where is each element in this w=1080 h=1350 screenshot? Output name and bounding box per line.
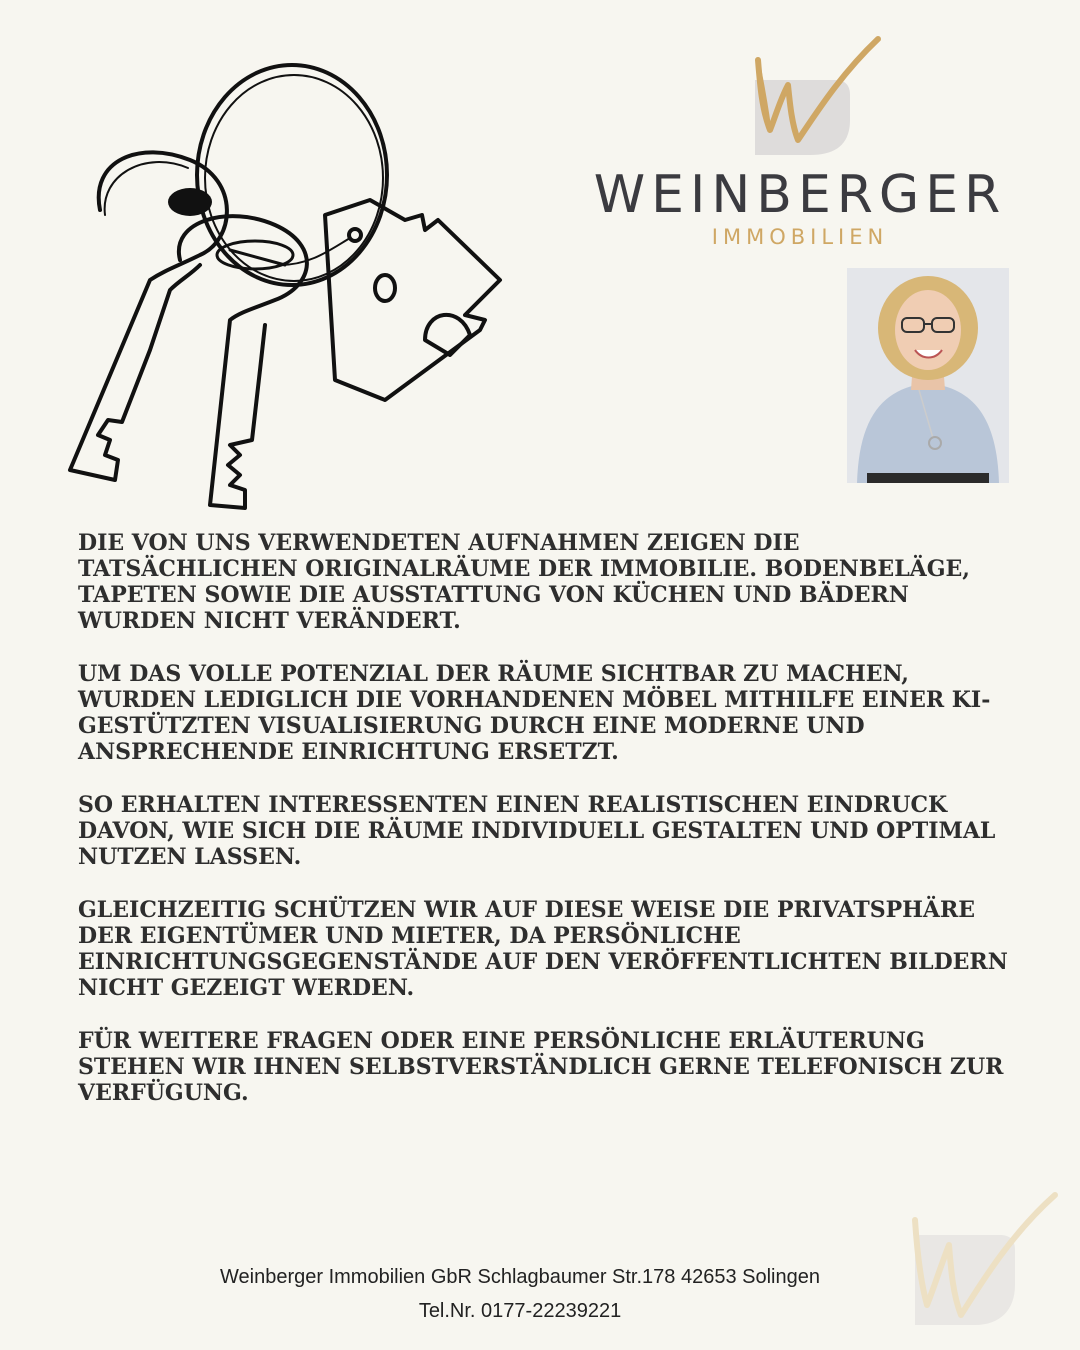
paragraph-privacy: GLEICHZEITIG SCHÜTZEN WIR AUF DIESE WEISE DIE PRIVATSPHÄRE DER EIGENTÜMER UND MIETER, DA PERSÖNLICHE EINRICHTUNGSGEGENSTÄNDE AUF DEN VERÖFFENTLICHTEN BILDERN NICHT GEZEIGT WERDEN. — [78, 897, 1008, 1001]
portrait-photo — [847, 268, 1009, 483]
w-logo-watermark-icon — [895, 1190, 1065, 1330]
footer-address: Weinberger Immobilien GbR Schlagbaumer Str.178 42653 Solingen — [220, 1266, 820, 1288]
paragraph-original-rooms: DIE VON UNS VERWENDETEN AUFNAHMEN ZEIGEN DIE TATSÄCHLICHEN ORIGINALRÄUME DER IMMOBILIE. BODENBELÄGE, TAPETEN SOWIE DIE AUSSTATTUNG VON KÜCHEN UND BÄDERN WURDEN NICHT VERÄNDERT. — [78, 530, 970, 634]
footer-phone: Tel.Nr. 0177-22239221 — [418, 1300, 622, 1322]
paragraph-contact: FÜR WEITERE FRAGEN ODER EINE PERSÖNLICHE ERLÄUTERUNG STEHEN WIR IHNEN SELBSTVERSTÄNDLICH GERNE TELEFONISCH ZUR VERFÜGUNG. — [78, 1028, 1004, 1106]
key-left-icon — [70, 152, 227, 480]
paragraph-ai-visualisation: UM DAS VOLLE POTENZIAL DER RÄUME SICHTBAR ZU MACHEN, WURDEN LEDIGLICH DIE VORHANDENEN MÖBEL MITHILFE EINER KI-GESTÜTZTEN VISUALISIERUNG DURCH EINE MODERNE UND ANSPRECHENDE EINRICHTUNG ERSETZT. — [78, 661, 991, 765]
house-tag-icon — [280, 200, 500, 400]
footer — [0, 1260, 1040, 1328]
paragraph-realistic-impression: SO ERHALTEN INTERESSENTEN EINEN REALISTISCHEN EINDRUCK DAVON, WIE SICH DIE RÄUME INDIVIDUELL GESTALTEN UND OPTIMAL NUTZEN LASSEN. — [78, 792, 996, 870]
brand-subtitle: IMMOBILIEN — [711, 225, 889, 249]
brand-name: WEINBERGER — [593, 165, 1007, 225]
body-text — [78, 530, 1008, 1133]
keyring-illustration — [30, 50, 510, 520]
key-middle-icon — [179, 216, 307, 508]
w-logo-icon — [740, 35, 890, 160]
